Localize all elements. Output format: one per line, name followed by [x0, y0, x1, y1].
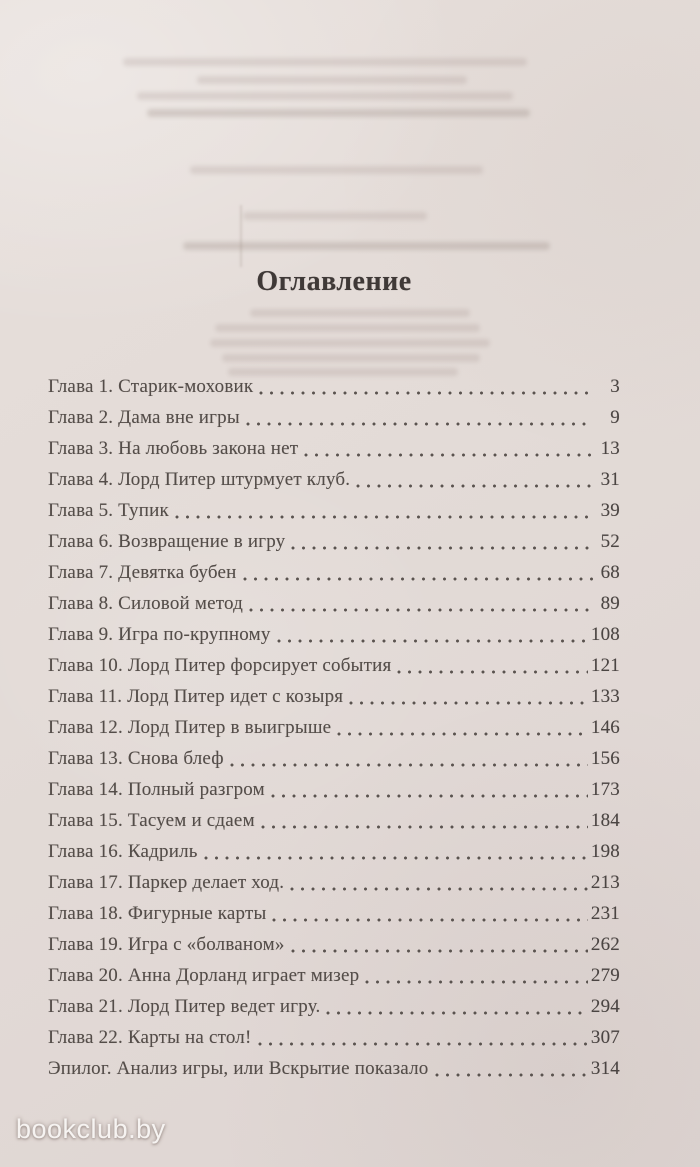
- toc-entry-page: 314: [590, 1058, 620, 1079]
- toc-row: [48, 991, 620, 1022]
- toc-leader-dots: [435, 1073, 588, 1077]
- toc-row: [48, 1022, 620, 1053]
- toc-list: [48, 371, 620, 1084]
- toc-entry-label: Глава 7. Девятка бубен: [48, 562, 237, 583]
- bleed-through-line: [123, 58, 527, 66]
- toc-leader-dots: [326, 1011, 587, 1015]
- toc-row: [48, 867, 620, 898]
- toc-row: [48, 402, 620, 433]
- toc-entry-label: Глава 9. Игра по-крупному: [48, 624, 271, 645]
- toc-row: [48, 433, 620, 464]
- toc-row: [48, 588, 620, 619]
- toc-row: [48, 526, 620, 557]
- bleed-through-line: [137, 92, 513, 100]
- toc-leader-dots: [337, 732, 588, 736]
- toc-entry-label: Глава 16. Кадриль: [48, 841, 198, 862]
- toc-entry-page: 146: [590, 717, 620, 738]
- watermark: bookclub.by: [16, 1114, 166, 1144]
- toc-entry-label: Глава 13. Снова блеф: [48, 748, 224, 769]
- toc-row: [48, 712, 620, 743]
- toc-row: [48, 929, 620, 960]
- toc-entry-label: Глава 8. Силовой метод: [48, 593, 243, 614]
- toc-entry-page: 307: [590, 1027, 620, 1048]
- bleed-through-line: [250, 309, 470, 317]
- toc-entry-label: Глава 17. Паркер делает ход.: [48, 872, 285, 893]
- bleed-through-line: [215, 324, 480, 332]
- toc-entry-label: Эпилог. Анализ игры, или Вскрытие показало: [48, 1058, 429, 1079]
- toc-leader-dots: [365, 980, 588, 984]
- bleed-through-line: [190, 166, 483, 174]
- toc-leader-dots: [272, 918, 587, 922]
- toc-row: [48, 805, 620, 836]
- toc-entry-page: 39: [600, 500, 620, 521]
- toc-leader-dots: [397, 670, 587, 674]
- toc-entry-label: Глава 4. Лорд Питер штурмует клуб.: [48, 469, 351, 490]
- toc-leader-dots: [258, 1042, 588, 1046]
- toc-entry-label: Глава 2. Дама вне игры: [48, 407, 240, 428]
- toc-entry-label: Глава 11. Лорд Питер идет с козыря: [48, 686, 344, 707]
- toc-entry-page: 156: [590, 748, 620, 769]
- toc-entry-page: 279: [590, 965, 620, 986]
- toc-row: [48, 495, 620, 526]
- toc-leader-dots: [290, 887, 588, 891]
- toc-row: [48, 619, 620, 650]
- bleed-through-line: [243, 212, 427, 220]
- toc-leader-dots: [291, 949, 588, 953]
- toc-entry-page: 213: [590, 872, 620, 893]
- toc-leader-dots: [356, 484, 593, 488]
- toc-entry-page: 31: [600, 469, 620, 490]
- toc-entry-label: Глава 18. Фигурные карты: [48, 903, 267, 924]
- toc-leader-dots: [204, 856, 588, 860]
- toc-row: [48, 681, 620, 712]
- toc-entry-label: Глава 15. Тасуем и сдаем: [48, 810, 255, 831]
- toc-row: [48, 960, 620, 991]
- toc-entry-page: 173: [590, 779, 620, 800]
- toc-row: [48, 557, 620, 588]
- toc-row: [48, 464, 620, 495]
- toc-leader-dots: [243, 577, 594, 581]
- toc-leader-dots: [261, 825, 588, 829]
- toc-entry-label: Глава 1. Старик-моховик: [48, 376, 254, 397]
- toc-entry-label: Глава 20. Анна Дорланд играет мизер: [48, 965, 360, 986]
- toc-entry-page: 89: [600, 593, 620, 614]
- toc-entry-page: 198: [590, 841, 620, 862]
- toc-entry-label: Глава 5. Тупик: [48, 500, 169, 521]
- toc-leader-dots: [349, 701, 588, 705]
- toc-entry-page: 262: [590, 934, 620, 955]
- toc-entry-page: 184: [590, 810, 620, 831]
- toc-entry-page: 13: [600, 438, 620, 459]
- toc-entry-label: Глава 22. Карты на стол!: [48, 1027, 252, 1048]
- toc-row: [48, 650, 620, 681]
- toc-leader-dots: [246, 422, 593, 426]
- toc-entry-label: Глава 19. Игра с «болваном»: [48, 934, 285, 955]
- toc-leader-dots: [304, 453, 593, 457]
- toc-entry-label: Глава 21. Лорд Питер ведет игру.: [48, 996, 321, 1017]
- page-title: Оглавление: [256, 266, 412, 297]
- bleed-through-line: [147, 109, 530, 117]
- toc-row: [48, 371, 620, 402]
- toc-entry-page: 294: [590, 996, 620, 1017]
- toc-leader-dots: [175, 515, 593, 519]
- toc-entry-page: 3: [610, 376, 620, 397]
- toc-leader-dots: [249, 608, 593, 612]
- toc-entry-label: Глава 12. Лорд Питер в выигрыше: [48, 717, 332, 738]
- bleed-through-line: [240, 205, 242, 267]
- toc-entry-page: 108: [590, 624, 620, 645]
- bleed-through-line: [210, 339, 490, 347]
- bleed-through-line: [197, 76, 467, 84]
- toc-row: [48, 743, 620, 774]
- bleed-through-line: [183, 242, 550, 250]
- toc-leader-dots: [230, 763, 588, 767]
- toc-row: [48, 1053, 620, 1084]
- toc-leader-dots: [277, 639, 588, 643]
- toc-row: [48, 836, 620, 867]
- toc-row: [48, 774, 620, 805]
- toc-entry-page: 133: [590, 686, 620, 707]
- toc-leader-dots: [291, 546, 593, 550]
- toc-entry-page: 121: [590, 655, 620, 676]
- toc-entry-label: Глава 10. Лорд Питер форсирует события: [48, 655, 392, 676]
- toc-entry-label: Глава 3. На любовь закона нет: [48, 438, 299, 459]
- toc-entry-page: 231: [590, 903, 620, 924]
- toc-entry-page: 52: [600, 531, 620, 552]
- toc-entry-page: 68: [600, 562, 620, 583]
- toc-row: [48, 898, 620, 929]
- toc-leader-dots: [259, 391, 593, 395]
- toc-entry-label: Глава 14. Полный разгром: [48, 779, 265, 800]
- bleed-through-line: [222, 354, 480, 362]
- toc-entry-page: 9: [610, 407, 620, 428]
- toc-leader-dots: [271, 794, 588, 798]
- toc-entry-label: Глава 6. Возвращение в игру: [48, 531, 286, 552]
